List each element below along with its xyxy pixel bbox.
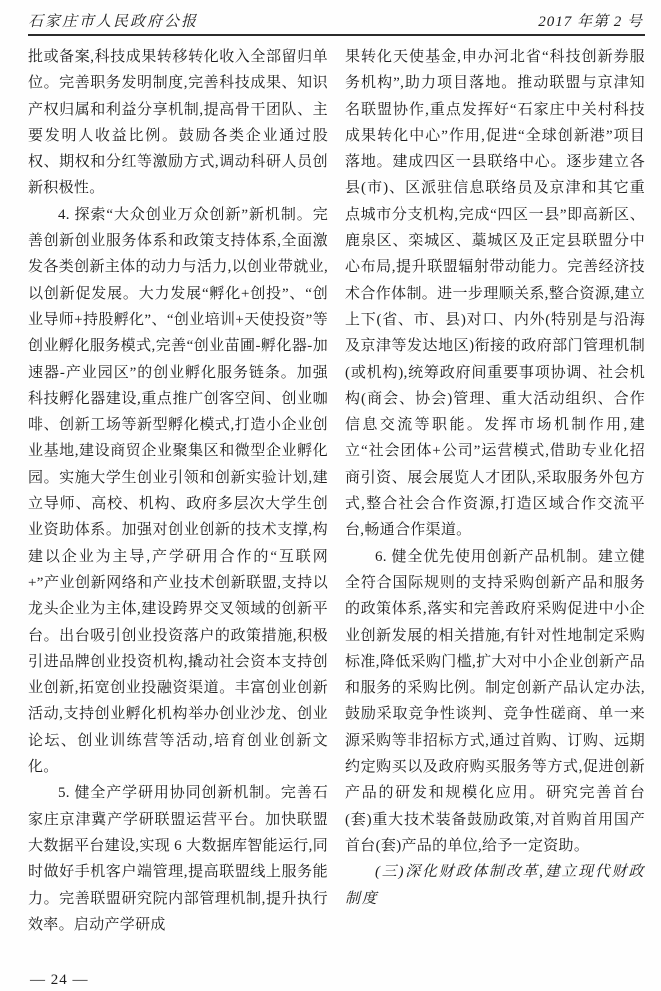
paragraph: (三)深化财政体制改革,建立现代财政制度 [345,864,645,907]
left-column [28,44,328,966]
page-body [0,36,661,966]
page-number: — 24 — [30,972,89,988]
gazette-title: 石家庄市人民政府公报 [28,14,199,30]
paragraph: 果转化天使基金,申办河北省“科技创新券服务机构”,助力项目落地。推动联盟与京津知名联盟协作,重点发挥好“石家庄中关村科技成果转化中心”作用,促进“全球创新港”项目落地。建成四区一县联络中心。逐步建立各县(市)、区派驻信息联络员及京津和其它重点城市分支机构,完成“四区一县”即高新区、鹿泉区、栾城区、藁城区及正定县联盟分中心布局,提升联盟辐射带动能力。完善经济技术合作体制。进一步理顺关系,整合资源,建立上下(省、市、县)对口、内外(特别是与沿海及京津等发达地区)衔接的政府部门管理机制(或机构),统筹政府间重要事项协调、社会机构(商会、协会)管理、重大活动组织、合作信息交流等职能。发挥市场机制作用,建立“社会团体+公司”运营模式,借助专业化招商引资、展会展览人才团队,采取服务外包方式,整合社会合作资源,打造区域合作交流平台,畅通合作渠道。 [345,49,645,539]
paragraph: 5. 健全产学研用协同创新机制。完善石家庄京津冀产学研联盟运营平台。加快联盟大数据平台建设,实现 6 大数据库智能运行,同时做好手机客户端管理,提高联盟线上服务能力。完善联盟研究院内部管理机制,提升执行效率。启动产学研成 [28,785,328,933]
paragraph: 4. 探索“大众创业万众创新”新机制。完善创新创业服务体系和政策支持体系,全面激发各类创新主体的动力与活力,以创业带就业,以创新促发展。大力发展“孵化+创投”、“创业导师+持股孵化”、“创业培训+天使投资”等创业孵化服务模式,完善“创业苗圃-孵化器-加速器-产业园区”的创业孵化服务链条。加强科技孵化器建设,重点推广创客空间、创业咖啡、创新工场等新型孵化模式,打造小企业创业基地,建设商贸企业聚集区和微型企业孵化园。实施大学生创业引领和创新实验计划,建立导师、高校、机构、政府多层次大学生创业资助体系。加强对创业创新的技术支撑,构建以企业为主导,产学研用合作的“互联网+”产业创新网络和产业技术创新联盟,支持以龙头企业为主体,建设跨界交叉领域的创新平台。出台吸引创业投资落户的政策措施,积极引进品牌创业投资机构,撬动社会资本支持创业创新,拓宽创业投融资渠道。丰富创业创新活动,支持创业孵化机构举办创业沙龙、创业论坛、创业训练营等活动,培育创业创新文化。 [28,206,328,776]
page-footer [0,966,661,989]
right-column [345,44,645,966]
paragraph: 6. 健全优先使用创新产品机制。建立健全符合国际规则的支持采购创新产品和服务的政策体系,落实和完善政府采购促进中小企业创新发展的相关措施,有针对性地制定采购标准,降低采购门槛,扩大对中小企业创新产品和服务的采购比例。制定创新产品认定办法,鼓励采取竞争性谈判、竞争性磋商、单一来源采购等非招标方式,通过首购、订购、远期约定购买以及政府购买服务等方式,促进创新产品的研发和规模化应用。研究完善首台(套)重大技术装备鼓励政策,对首购首用国产首台(套)产品的单位,给予一定资助。 [345,548,645,854]
page-header [0,0,661,34]
paragraph: 批或备案,科技成果转移转化收入全部留归单位。完善职务发明制度,完善科技成果、知识产权归属和利益分享机制,提高骨干团队、主要发明人收益比例。鼓励各类企业通过股权、期权和分红等激励方式,调动科研人员创新积极性。 [28,49,328,197]
issue-number: 2017 年第 2 号 [538,14,643,30]
